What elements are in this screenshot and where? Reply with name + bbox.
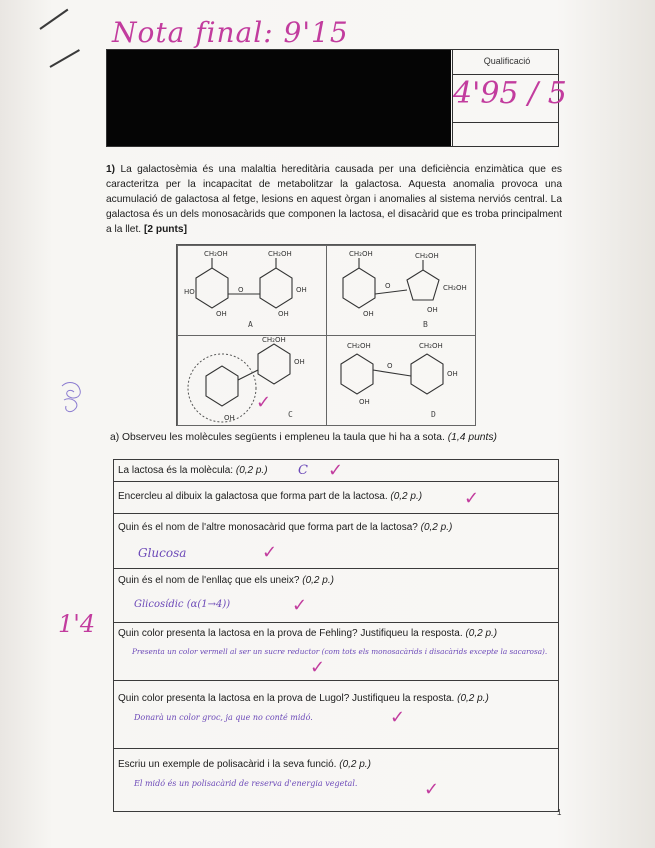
check-mark: ✓ (390, 707, 406, 728)
atom-label: OH (363, 310, 374, 318)
atom-label: O (387, 362, 393, 370)
redacted-student-info (107, 50, 451, 146)
doodle-drawing (58, 378, 86, 418)
atom-label: OH (447, 370, 458, 378)
molecule-cell-a (177, 245, 327, 336)
row-answer: Presenta un color vermell al ser un sucre reductor (com tots els monosacàrids i disacàrids excepte la sacarosa). (132, 647, 548, 656)
part-a-text: a) Observeu les molècules següents i empleneu la taula que hi ha a sota. (110, 432, 445, 443)
row-answer: Glicosídic (α(1→4)) (134, 599, 231, 610)
molecule-figure (176, 244, 476, 426)
table-row (114, 681, 558, 749)
atom-label: CH₂OH (349, 250, 373, 258)
answer-table (113, 459, 559, 812)
part-a-instruction (110, 432, 560, 443)
atom-label: O (238, 286, 244, 294)
check-mark: ✓ (262, 542, 278, 563)
atom-label: CH₂OH (262, 336, 286, 344)
molecule-cell-d (326, 335, 476, 426)
molecule-label-a: A (248, 320, 253, 329)
row-question: Quin color presenta la lactosa en la prova de Lugol? Justifiqueu la resposta. (0,2 p.) (118, 693, 489, 704)
divider (453, 122, 559, 123)
atom-label: HO (184, 288, 195, 296)
atom-label: OH (224, 414, 235, 422)
atom-label: O (385, 282, 391, 290)
check-mark: ✓ (328, 460, 344, 481)
table-row (114, 482, 558, 514)
partial-score: 1'4 (58, 610, 96, 638)
question-text: La galactosèmia és una malaltia hereditària causada per una deficiència enzimàtica que es caracteritza per la incapacitat de metabolitzar la galactosa. Aquesta anomalia provoca una acumulació de galactosa al fetge, lesions en aquest òrgan i anomalies al sistema nerviós central. La galactosa és un dels monosacàrids que componen la lactosa, el disacàrid que es troba principalment a la llet. (106, 164, 562, 235)
atom-label: CH₂OH (415, 252, 439, 260)
atom-label: OH (359, 398, 370, 406)
molecule-drawing-b (327, 246, 475, 335)
row-question: Escriu un exemple de polisacàrid i la seva funció. (0,2 p.) (118, 759, 371, 770)
molecule-cell-b (326, 245, 476, 336)
check-mark: ✓ (310, 657, 326, 678)
check-mark: ✓ (256, 392, 272, 413)
table-row (114, 749, 558, 813)
atom-label: CH₂OH (443, 284, 467, 292)
atom-label: CH₂OH (419, 342, 443, 350)
molecule-label-b: B (423, 320, 428, 329)
check-mark: ✓ (464, 488, 480, 509)
question-intro (106, 162, 562, 237)
page-number: 1 (557, 808, 562, 817)
molecule-label-c: C (288, 410, 293, 419)
atom-label: OH (216, 310, 227, 318)
table-row (114, 460, 558, 482)
atom-label: CH₂OH (347, 342, 371, 350)
check-mark: ✓ (292, 595, 308, 616)
row-answer: Glucosa (138, 546, 187, 560)
part-a-points: (1,4 punts) (447, 432, 497, 443)
atom-label: OH (294, 358, 305, 366)
qualification-label: Qualificació (483, 56, 531, 66)
table-row (114, 569, 558, 623)
row-question: Encercleu al dibuix la galactosa que forma part de la lactosa. (0,2 p.) (118, 491, 423, 502)
table-row (114, 514, 558, 569)
row-question: Quin és el nom de l'altre monosacàrid que forma part de la lactosa? (0,2 p.) (118, 522, 453, 533)
atom-label: OH (296, 286, 307, 294)
table-row (114, 623, 558, 681)
row-answer: El midó és un polisacàrid de reserva d'energia vegetal. (134, 779, 358, 788)
molecule-drawing-c (178, 336, 326, 425)
check-mark: ✓ (424, 779, 440, 800)
row-question: Quin color presenta la lactosa en la prova de Fehling? Justifiqueu la resposta. (0,2 p.) (118, 628, 498, 639)
question-number: 1) (106, 164, 116, 175)
row-question: Quin és el nom de l'enllaç que els uneix? (0,2 p.) (118, 575, 334, 586)
molecule-cell-c (177, 335, 327, 426)
final-grade: Nota final: 9'15 (112, 16, 349, 49)
divider (453, 74, 559, 75)
atom-label: CH₂OH (204, 250, 228, 258)
molecule-drawing-d (327, 336, 475, 425)
question-points: [2 punts] (143, 224, 187, 235)
atom-label: CH₂OH (268, 250, 292, 258)
row-answer: C (298, 463, 308, 478)
galactose-circle (188, 354, 256, 422)
row-question: La lactosa és la molècula: (0,2 p.) (118, 465, 268, 476)
atom-label: OH (427, 306, 438, 314)
molecule-label-d: D (431, 410, 436, 419)
atom-label: OH (278, 310, 289, 318)
row-answer: Donarà un color groc, ja que no conté midó. (134, 713, 313, 722)
qualification-score: 4'95 / 5 (453, 76, 567, 111)
margin-doodle (58, 378, 86, 418)
